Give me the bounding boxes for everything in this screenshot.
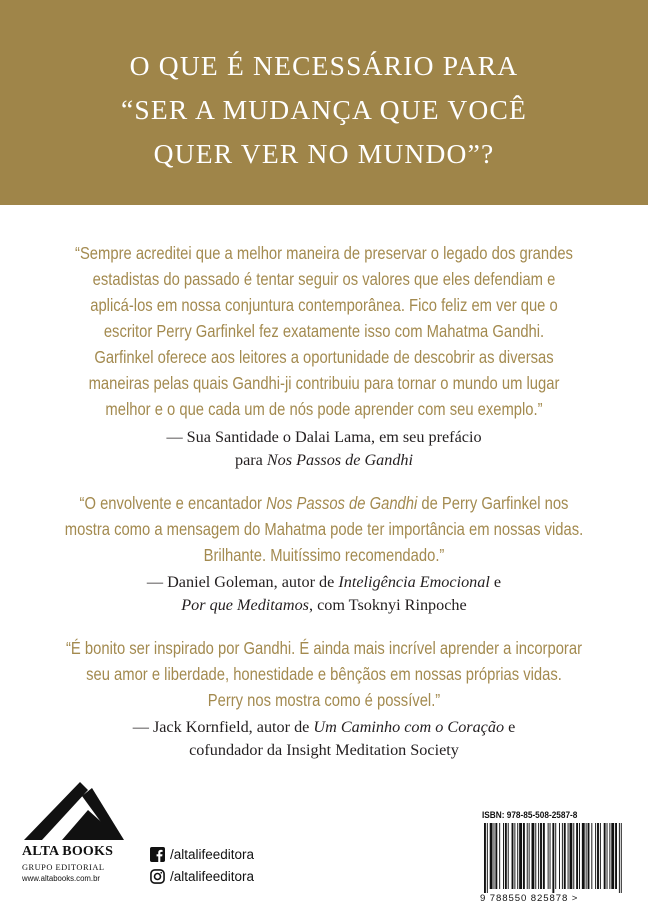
attribution-line: para Nos Passos de Gandhi [234,451,414,469]
quote-line: “É bonito ser inspirado por Gandhi. É ainda mais incrível aprender a incorporar [66,638,582,658]
book-title: Inteligência Emocional [338,573,490,591]
alta-books-mountain-icon [22,778,126,842]
barcode-bar [604,823,606,889]
barcode-icon [484,823,624,893]
barcode-bar [568,823,569,889]
instagram-handle [150,867,254,885]
title-banner [0,0,648,205]
barcode-bar [607,823,608,889]
quote-line: escritor Perry Garfinkel fez exatamente isso com Mahatma Gandhi. [103,321,545,341]
barcode-bar [600,823,601,889]
barcode-bar [611,823,614,889]
barcode-bar [499,823,500,889]
instagram-icon [150,869,165,884]
quote-line: melhor e o que cada um de nós pode aprender com seu exemplo.” [105,399,543,419]
barcode-bar [555,823,556,889]
barcode-bar [609,823,610,889]
barcode-bar [548,823,549,889]
quote-line: “O envolvente e encantador Nos Passos de Gandhi de Perry Garfinkel nos [79,493,569,513]
barcode-bar [562,823,563,889]
barcode-bar [586,823,587,889]
barcode-bar [495,823,497,889]
barcode-bar [490,823,493,889]
publisher-url: www.altabooks.com.br [22,874,100,883]
barcode-bar [559,823,560,889]
barcode-bar [576,823,578,889]
attribution-line: — Sua Santidade o Dalai Lama, em seu prefácio [166,428,482,446]
banner-line-1: O QUE É NECESSÁRIO PARA [129,50,519,81]
attribution-line: cofundador da Insight Meditation Society [189,741,459,759]
barcode-bar [579,823,580,889]
facebook-handle [150,845,254,863]
barcode-bar [595,823,596,889]
book-title: Um Caminho com o Coração [313,718,505,736]
barcode-bar [523,823,525,889]
barcode-bar [514,823,515,889]
quote-line: Brilhante. Muitíssimo recomendado.” [203,545,445,565]
barcode-bar [543,823,545,889]
instagram-handle-text: /altalifeeditora [170,868,255,884]
banner-line-2: “SER A MUDANÇA QUE VOCÊ [120,94,528,125]
barcode-bar [508,823,509,889]
quote-line: aplicá-los em nossa conjuntura contemporânea. Fico feliz em ver que o [90,295,558,315]
quote-line: mostra como a mensagem do Mahatma pode ter importância em nossas vidas. [64,519,584,539]
publisher-subtitle: GRUPO EDITORIAL [22,863,105,872]
barcode-bar [615,823,617,889]
publisher-name: ALTA BOOKS [22,844,114,859]
barcode-bar [552,823,554,893]
barcode-bar [484,823,486,893]
barcode-bar [532,823,535,889]
barcode-bar [527,823,528,889]
facebook-handle-text: /altalifeeditora [170,846,255,862]
quote-line: estadistas do passado é tentar seguir os valores que eles defendiam e [92,269,556,289]
quote-line: seu amor e liberdade, honestidade e bênçãos em nossas próprias vidas. [86,664,562,684]
barcode-bar [588,823,590,889]
barcode-bar [550,823,551,889]
barcode-bar [591,823,592,889]
barcode-bar [512,823,514,889]
barcode-block [480,807,628,907]
book-title: Nos Passos de Gandhi [266,451,414,469]
barcode-bar [573,823,574,889]
facebook-icon [150,847,165,862]
barcode-bar [487,823,488,893]
barcode-bar [621,823,622,893]
barcode-digits: 9 788550 825878 > [480,893,579,904]
isbn-text: ISBN: 978-85-508-2587-8 [482,809,578,820]
barcode-bar [570,823,573,889]
barcode-bar [597,823,599,889]
barcode-bar [538,823,539,889]
barcode-bar [505,823,507,889]
quote-line: Garfinkel oferece aos leitores a oportunidade de descobrir as diversas [94,347,554,367]
barcode-bar [582,823,585,889]
barcode-bar [529,823,530,889]
banner-line-3: QUER VER NO MUNDO”? [153,138,495,169]
book-title: Nos Passos de Gandhi [266,493,418,513]
barcode-bar [494,823,495,889]
barcode-bar [564,823,566,889]
book-title: Por que Meditamos [181,596,309,614]
attribution-line: Por que Meditamos, com Tsoknyi Rinpoche [181,596,467,614]
quote-line: maneiras pelas quais Gandhi-ji contribuiu para tornar o mundo um lugar [88,373,560,393]
barcode-bar [619,823,620,893]
barcode-bar [535,823,536,889]
barcode-bar [519,823,522,889]
barcode-bar [503,823,504,889]
barcode-bar [540,823,542,889]
barcode-bar [517,823,518,889]
attribution-line: — Jack Kornfield, autor de Um Caminho com o Coração e [132,718,516,736]
quote-line: “Sempre acreditei que a melhor maneira de preservar o legado dos grandes [75,243,573,263]
quote-line: Perry nos mostra como é possível.” [207,690,441,710]
attribution-line: — Daniel Goleman, autor de Inteligência Emocional e [146,573,502,591]
